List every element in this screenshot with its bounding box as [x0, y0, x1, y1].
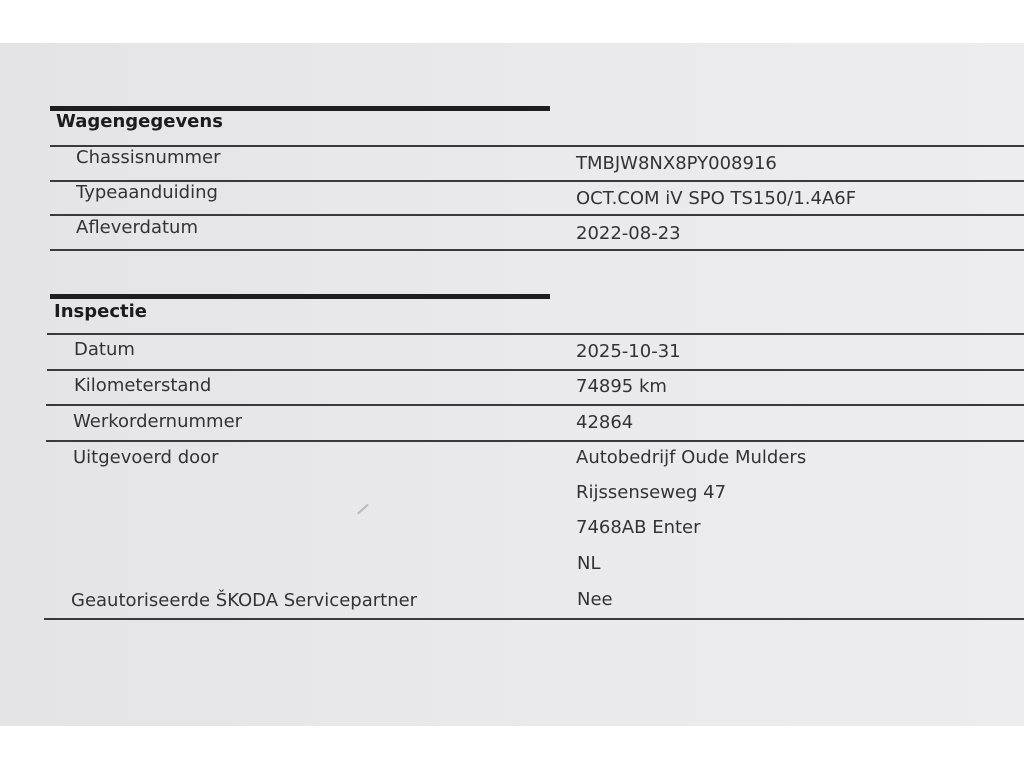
row-divider [46, 404, 1024, 406]
value-address-street: Rijssenseweg 47 [576, 482, 727, 503]
page-margin [0, 726, 1024, 768]
value-afleverdatum: 2022-08-23 [576, 223, 681, 244]
value-typeaanduiding: OCT.COM iV SPO TS150/1.4A6F [576, 188, 857, 209]
row-divider [50, 214, 1024, 216]
label-werkordernummer: Werkordernummer [73, 411, 243, 432]
row-divider [46, 440, 1024, 442]
section-divider-bar [50, 294, 550, 299]
section-title-wagengegevens: Wagengegevens [56, 111, 223, 132]
value-address-country: NL [577, 553, 601, 574]
row-divider [47, 333, 1024, 335]
label-geautoriseerde-servicepartner: Geautoriseerde ŠKODA Servicepartner [71, 590, 418, 611]
row-divider [44, 618, 1024, 620]
label-datum: Datum [74, 339, 135, 360]
label-chassisnummer: Chassisnummer [76, 147, 221, 168]
value-datum: 2025-10-31 [576, 341, 681, 362]
label-kilometerstand: Kilometerstand [74, 375, 212, 396]
value-geautoriseerde-servicepartner: Nee [577, 589, 613, 610]
value-chassisnummer: TMBJW8NX8PY008916 [576, 153, 777, 174]
row-divider [47, 369, 1024, 371]
value-address-city: 7468AB Enter [576, 517, 701, 538]
label-typeaanduiding: Typeaanduiding [76, 182, 218, 203]
value-company-name: Autobedrijf Oude Mulders [576, 447, 807, 468]
label-afleverdatum: Afleverdatum [76, 217, 198, 238]
label-uitgevoerd-door: Uitgevoerd door [73, 447, 219, 468]
section-title-inspectie: Inspectie [54, 301, 147, 322]
value-werkordernummer: 42864 [576, 412, 634, 433]
row-divider [50, 249, 1024, 251]
value-kilometerstand: 74895 km [576, 376, 667, 397]
